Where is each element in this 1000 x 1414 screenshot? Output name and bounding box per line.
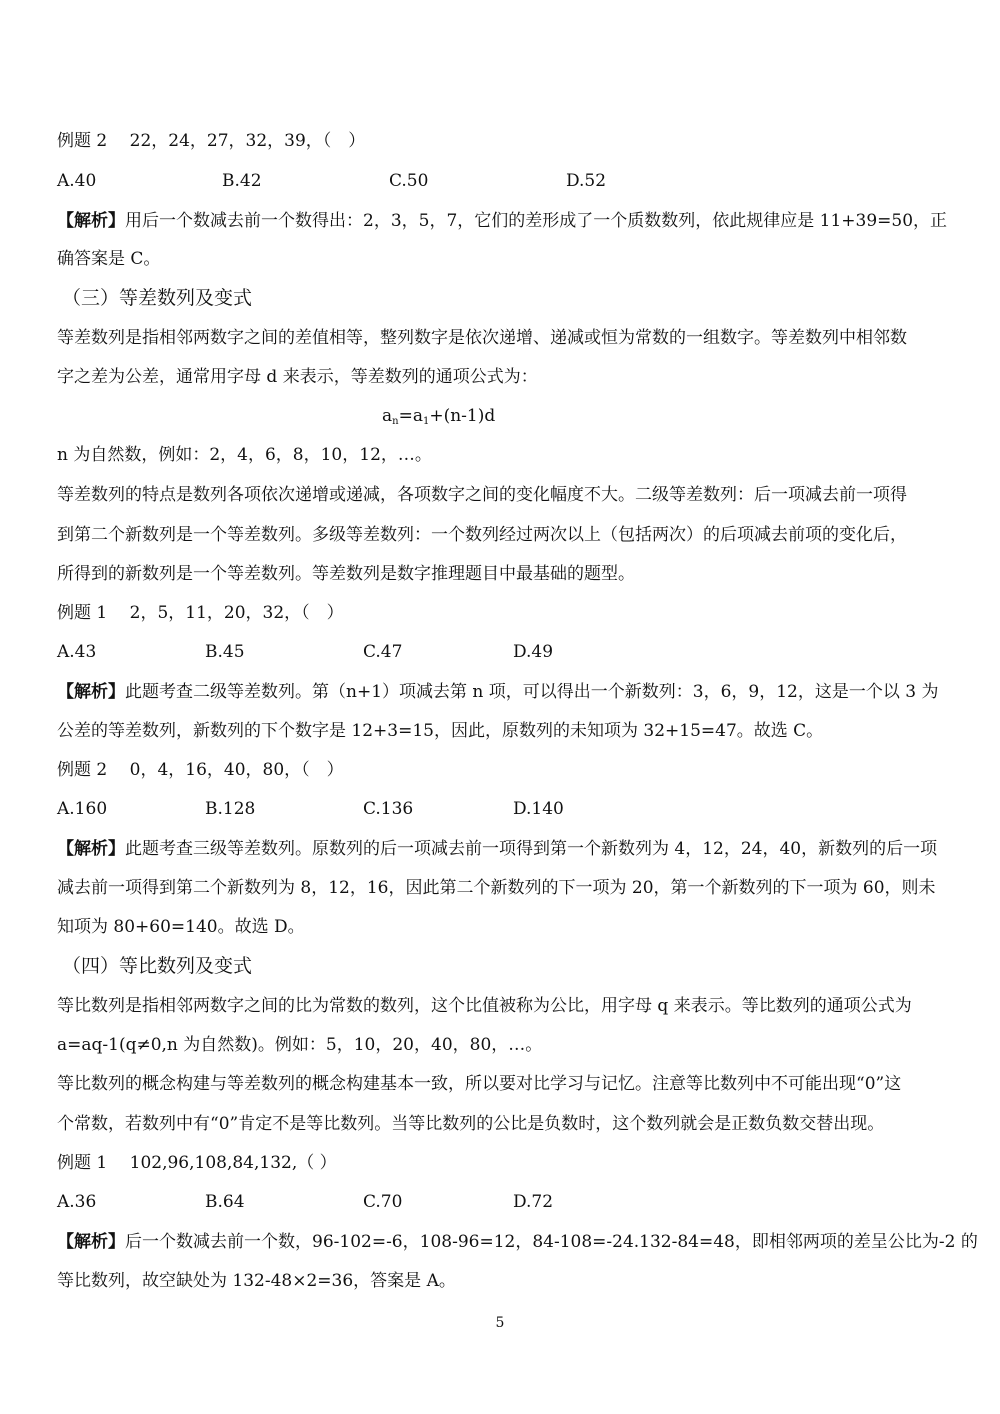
example-question: 例题 2 22，24，27，32，39，（ ） bbox=[57, 131, 366, 151]
example-question: 例题 1 102,96,108,84,132,（ ） bbox=[57, 1153, 337, 1173]
paragraph-line: 等比数列是指相邻两数字之间的比为常数的数列，这个比值被称为公比，用字母 q 来表示。等比数列的通项公式为 bbox=[57, 996, 912, 1016]
analysis-line bbox=[57, 838, 937, 860]
paragraph-line: n 为自然数，例如：2，4，6，8，10，12，…。 bbox=[57, 445, 432, 465]
option-b: B.64 bbox=[205, 1192, 245, 1212]
analysis-tag: 【解析】 bbox=[57, 682, 125, 702]
option-c: C.70 bbox=[363, 1192, 403, 1212]
paragraph-line: 字之差为公差，通常用字母 d 来表示，等差数列的通项公式为： bbox=[57, 367, 538, 387]
option-a: A.160 bbox=[57, 799, 108, 819]
section-heading: （三）等差数列及变式 bbox=[62, 287, 253, 309]
option-a: A.36 bbox=[57, 1192, 97, 1212]
paragraph-line: 等差数列是指相邻两数字之间的差值相等，整列数字是依次递增、递减或恒为常数的一组数字。等差数列中相邻数 bbox=[57, 328, 907, 348]
option-d: D.52 bbox=[566, 171, 607, 191]
option-b: B.42 bbox=[222, 171, 262, 191]
paragraph-line: 等差数列的特点是数列各项依次递增或递减，各项数字之间的变化幅度不大。二级等差数列：后一项减去前一项得 bbox=[57, 485, 907, 505]
option-b: B.45 bbox=[205, 642, 245, 662]
option-c: C.50 bbox=[389, 171, 429, 191]
general-term-formula: $a_n=a_1+(n-1)d$ bbox=[382, 406, 496, 427]
paragraph-line: 个常数，若数列中有“0”肯定不是等比数列。当等比数列的公比是负数时，这个数列就会是正数负数交替出现。 bbox=[57, 1114, 885, 1134]
analysis-tag: 【解析】 bbox=[57, 211, 125, 231]
example-question: 例题 2 0，4，16，40，80，（ ） bbox=[57, 760, 344, 780]
paragraph-line: 等比数列的概念构建与等差数列的概念构建基本一致，所以要对比学习与记忆。注意等比数列中不可能出现“0”这 bbox=[57, 1074, 902, 1094]
analysis-line: 确答案是 C。 bbox=[57, 249, 161, 269]
paragraph-line: 到第二个新数列是一个等差数列。多级等差数列：一个数列经过两次以上（包括两次）的后项减去前项的变化后， bbox=[57, 525, 907, 545]
page-number: 5 bbox=[495, 1315, 505, 1331]
section-heading: （四）等比数列及变式 bbox=[62, 955, 253, 977]
analysis-line: 知项为 80+60=140。故选 D。 bbox=[57, 917, 305, 937]
option-b: B.128 bbox=[205, 799, 256, 819]
paragraph-line: 所得到的新数列是一个等差数列。等差数列是数字推理题目中最基础的题型。 bbox=[57, 564, 635, 584]
analysis-line: 公差的等差数列，新数列的下个数字是 12+3=15，因此，原数列的未知项为 32+15=47。故选 C。 bbox=[57, 721, 824, 741]
analysis-text: 此题考查三级等差数列。原数列的后一项减去前一项得到第一个新数列为 4，12，24，40，新数列的后一项 bbox=[125, 839, 938, 859]
analysis-line bbox=[57, 681, 938, 703]
option-a: A.40 bbox=[57, 171, 97, 191]
option-c: C.136 bbox=[363, 799, 414, 819]
option-a: A.43 bbox=[57, 642, 97, 662]
analysis-text: 用后一个数减去前一个数得出：2，3，5，7，它们的差形成了一个质数数列，依此规律应是 11+39=50，正 bbox=[125, 211, 948, 231]
option-d: D.140 bbox=[513, 799, 564, 819]
analysis-line: 等比数列，故空缺处为 132-48×2=36，答案是 A。 bbox=[57, 1271, 456, 1291]
analysis-tag: 【解析】 bbox=[57, 1232, 125, 1252]
option-d: D.72 bbox=[513, 1192, 554, 1212]
option-d: D.49 bbox=[513, 642, 554, 662]
analysis-line bbox=[57, 1231, 978, 1253]
paragraph-line: a=aq-1(q≠0,n 为自然数)。例如：5，10，20，40，80，…。 bbox=[57, 1035, 543, 1055]
analysis-line bbox=[57, 210, 947, 232]
analysis-line: 减去前一项得到第二个新数列为 8，12，16，因此第二个新数列的下一项为 20，第一个新数列的下一项为 60，则未 bbox=[57, 878, 936, 898]
option-c: C.47 bbox=[363, 642, 403, 662]
example-question: 例题 1 2，5，11，20，32，（ ） bbox=[57, 603, 344, 623]
analysis-text: 后一个数减去前一个数，96-102=-6，108-96=12，84-108=-24.132-84=48，即相邻两项的差呈公比为-2 的 bbox=[125, 1232, 978, 1252]
analysis-tag: 【解析】 bbox=[57, 839, 125, 859]
analysis-text: 此题考查二级等差数列。第（n+1）项减去第 n 项，可以得出一个新数列：3，6，9，12，这是一个以 3 为 bbox=[125, 682, 939, 702]
